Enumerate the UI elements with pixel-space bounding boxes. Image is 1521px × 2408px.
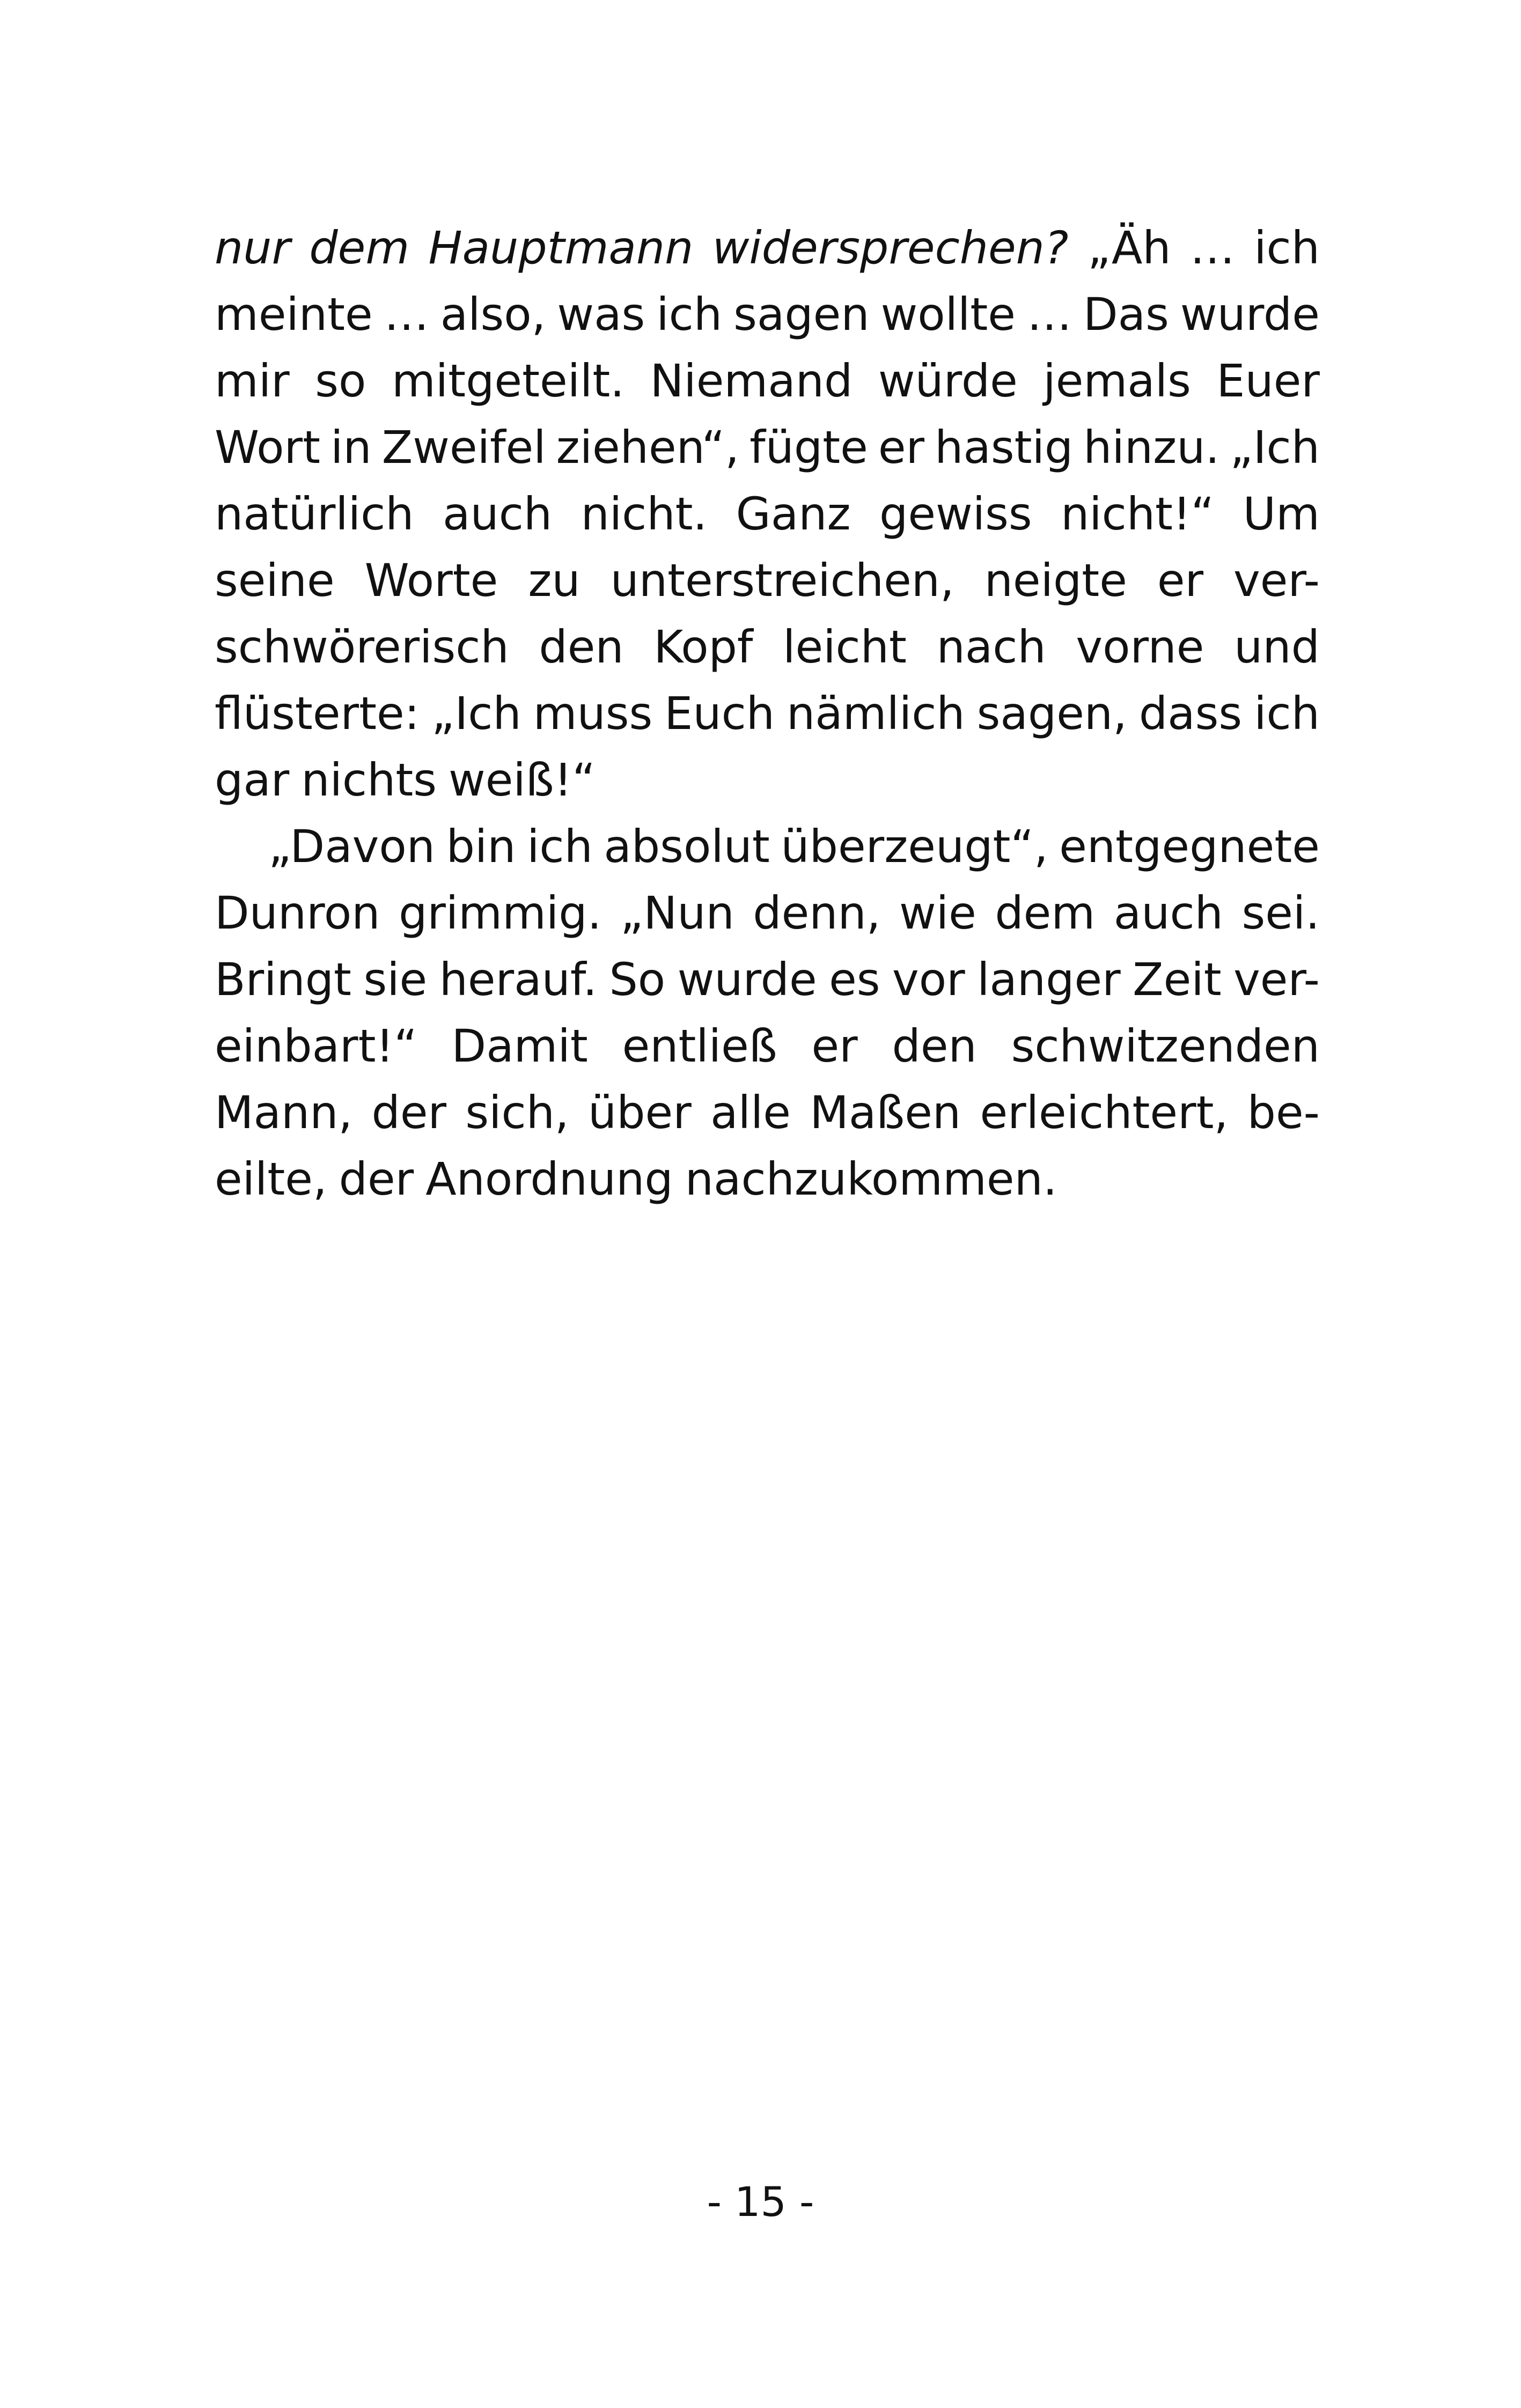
word: der [371,1086,447,1139]
text-line [215,281,1320,348]
paragraph [215,215,1320,813]
word: ich [1254,222,1320,274]
text-line [215,215,1320,281]
word: wie [899,887,976,939]
word: ich [527,820,593,873]
word: alle [710,1086,791,1139]
word: über [588,1086,692,1139]
word: ver- [1233,953,1320,1006]
word: sei. [1241,887,1320,939]
word: er [878,421,925,474]
word: wollte [880,288,1016,341]
word: natürlich [215,488,414,540]
word: … [1026,288,1072,341]
word: neigte [984,554,1127,607]
word: Hauptmann [428,222,694,274]
word: weiß!“ [449,754,596,806]
word: zu [528,554,581,607]
word: Dunron [215,887,380,939]
word: Worte [364,554,498,607]
word: einbart!“ [215,1020,417,1072]
word: widersprechen? [712,222,1069,274]
word: „Ich [431,687,521,740]
word: Kopf [653,621,753,673]
word: langer [977,953,1121,1006]
word: überzeugt“, [781,820,1048,873]
page-number: - 15 - [707,2178,814,2226]
text-line [215,1079,1320,1146]
word: Euch [664,687,775,740]
word: dem [995,887,1096,939]
word: be- [1247,1086,1320,1139]
word: nach [936,621,1046,673]
word: wurde [677,953,817,1006]
word: nämlich [787,687,965,740]
text-line [215,680,1320,747]
word: mir [215,355,290,407]
word: erleichtert, [980,1086,1229,1139]
word: denn, [753,887,881,939]
word: fügte [750,421,868,474]
word: also, [440,288,546,341]
paragraph [215,813,1320,1212]
word: absolut [604,820,770,873]
word: wurde [1180,288,1320,341]
word: entgegnete [1059,820,1320,873]
word: bin [446,820,516,873]
word: entließ [622,1020,777,1072]
word: „Ich [1230,421,1320,474]
word: muss [533,687,653,740]
word: So [609,953,666,1006]
word: nicht!“ [1061,488,1215,540]
text-line [215,747,1320,813]
word: Wort [215,421,320,474]
word: Das [1083,288,1169,341]
word: nichts [301,754,437,806]
word: gewiss [879,488,1032,540]
text-line [215,946,1320,1013]
word: … [1189,222,1235,274]
word: leicht [783,621,907,673]
word: vorne [1076,621,1204,673]
word: flüsterte: [215,687,420,740]
word: Zeit [1133,953,1222,1006]
word: grimmig. [399,887,602,939]
word: der [339,1153,414,1205]
word: ich [1254,687,1320,740]
text-line [215,813,1320,880]
word: in [330,421,372,474]
word: schwörerisch [215,621,509,673]
word: sich, [465,1086,569,1139]
word: meinte [215,288,373,341]
text-line [215,481,1320,547]
word: den [539,621,624,673]
word: jemals [1043,355,1191,407]
text-line [215,1146,1320,1212]
word: „Äh [1087,222,1171,274]
word: Euer [1216,355,1320,407]
word: auch [1113,887,1223,939]
word: Zweifel [381,421,546,474]
word: nachzukommen. [685,1153,1057,1205]
text-line [215,614,1320,680]
word: und [1234,621,1320,673]
word: herauf. [439,953,598,1006]
word: Maßen [810,1086,961,1139]
word: Bringt [215,953,351,1006]
word: dass [1138,687,1243,740]
word: so [315,355,366,407]
word: unterstreichen, [610,554,954,607]
text-line [215,547,1320,614]
word: sagen [733,288,870,341]
word: Anordnung [425,1153,673,1205]
text-line [215,1013,1320,1079]
word: eilte, [215,1153,327,1205]
word: auch [442,488,553,540]
word: ziehen“, [556,421,739,474]
word: gar [215,754,290,806]
word: nicht. [581,488,708,540]
word: ich [656,288,723,341]
word: was [557,288,645,341]
word: Niemand [650,355,853,407]
word: „Davon [268,820,436,873]
word: Mann, [215,1086,353,1139]
word: schwitzenden [1011,1020,1320,1072]
text-line [215,414,1320,481]
word: nur [215,222,291,274]
word: seine [215,554,335,607]
word: er [1157,554,1204,607]
word: Damit [451,1020,588,1072]
word: dem [309,222,410,274]
word: hastig [935,421,1074,474]
word: sie [363,953,428,1006]
word: „Nun [620,887,734,939]
body-text [215,215,1320,1212]
word: es [829,953,880,1006]
word: mitgeteilt. [391,355,625,407]
word: vor [892,953,965,1006]
word: sagen, [976,687,1127,740]
text-line [215,880,1320,946]
word: den [892,1020,977,1072]
word: würde [878,355,1018,407]
word: Um [1243,488,1320,540]
word: … [384,288,429,341]
word: Ganz [736,488,851,540]
word: ver- [1233,554,1320,607]
word: hinzu. [1083,421,1220,474]
word: er [811,1020,858,1072]
text-line [215,348,1320,414]
